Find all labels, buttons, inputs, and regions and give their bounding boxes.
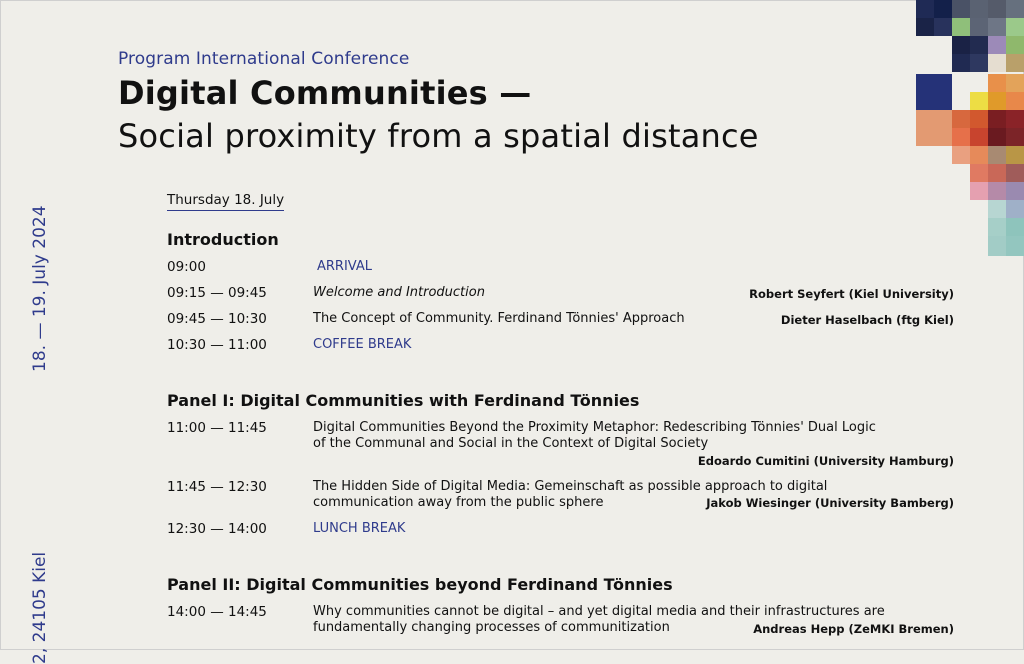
session-title-line2: of the Communal and Social in the Context of Digital Society xyxy=(313,436,709,451)
session-title: ARRIVAL xyxy=(317,259,372,274)
session-time: 09:45 — 10:30 xyxy=(167,311,267,327)
session-time: 10:30 — 11:00 xyxy=(167,337,267,353)
conference-title: Digital Communities — xyxy=(118,74,532,112)
session-speaker: Edoardo Cumitini (University Hamburg) xyxy=(697,454,954,468)
session-title-line2: communication away from the public sphere xyxy=(313,495,604,510)
session-time: 12:30 — 14:00 xyxy=(167,521,267,537)
session-speaker: Robert Seyfert (Kiel University) xyxy=(749,287,954,301)
session-time: 11:45 — 12:30 xyxy=(167,479,267,495)
section-title: Panel II: Digital Communities beyond Ferdinand Tönnies xyxy=(167,575,673,594)
conference-subtitle: Social proximity from a spatial distance xyxy=(118,117,759,155)
session-title: The Hidden Side of Digital Media: Gemeinschaft as possible approach to digital xyxy=(313,479,828,494)
session-time: 09:15 — 09:45 xyxy=(167,285,267,301)
session-title: LUNCH BREAK xyxy=(313,521,406,536)
session-title: Why communities cannot be digital – and yet digital media and their infrastructures are xyxy=(313,604,885,619)
conference-kicker: Program International Conference xyxy=(118,49,410,69)
session-title: COFFEE BREAK xyxy=(313,337,412,352)
session-title: The Concept of Community. Ferdinand Tönnies' Approach xyxy=(313,311,685,326)
session-speaker: Andreas Hepp (ZeMKI Bremen) xyxy=(753,622,954,636)
session-speaker: Jakob Wiesinger (University Bamberg) xyxy=(706,496,954,510)
session-title-line2: fundamentally changing processes of communitization xyxy=(313,620,670,635)
session-time: 14:00 — 14:45 xyxy=(167,604,267,620)
section-title: Introduction xyxy=(167,230,279,249)
session-speaker: Dieter Haselbach (ftg Kiel) xyxy=(780,313,954,327)
side-address: 2, 24105 Kiel xyxy=(30,551,50,664)
session-time: 11:00 — 11:45 xyxy=(167,420,267,436)
day-heading: Thursday 18. July xyxy=(167,192,284,211)
session-title: Digital Communities Beyond the Proximity Metaphor: Redescribing Tönnies' Dual Logic xyxy=(313,420,876,435)
pixel-mosaic-graphic xyxy=(916,0,1024,256)
section-title: Panel I: Digital Communities with Ferdinand Tönnies xyxy=(167,391,640,410)
session-time: 09:00 xyxy=(167,259,206,275)
session-title: Welcome and Introduction xyxy=(313,285,485,300)
side-date: 18. — 19. July 2024 xyxy=(30,205,50,372)
